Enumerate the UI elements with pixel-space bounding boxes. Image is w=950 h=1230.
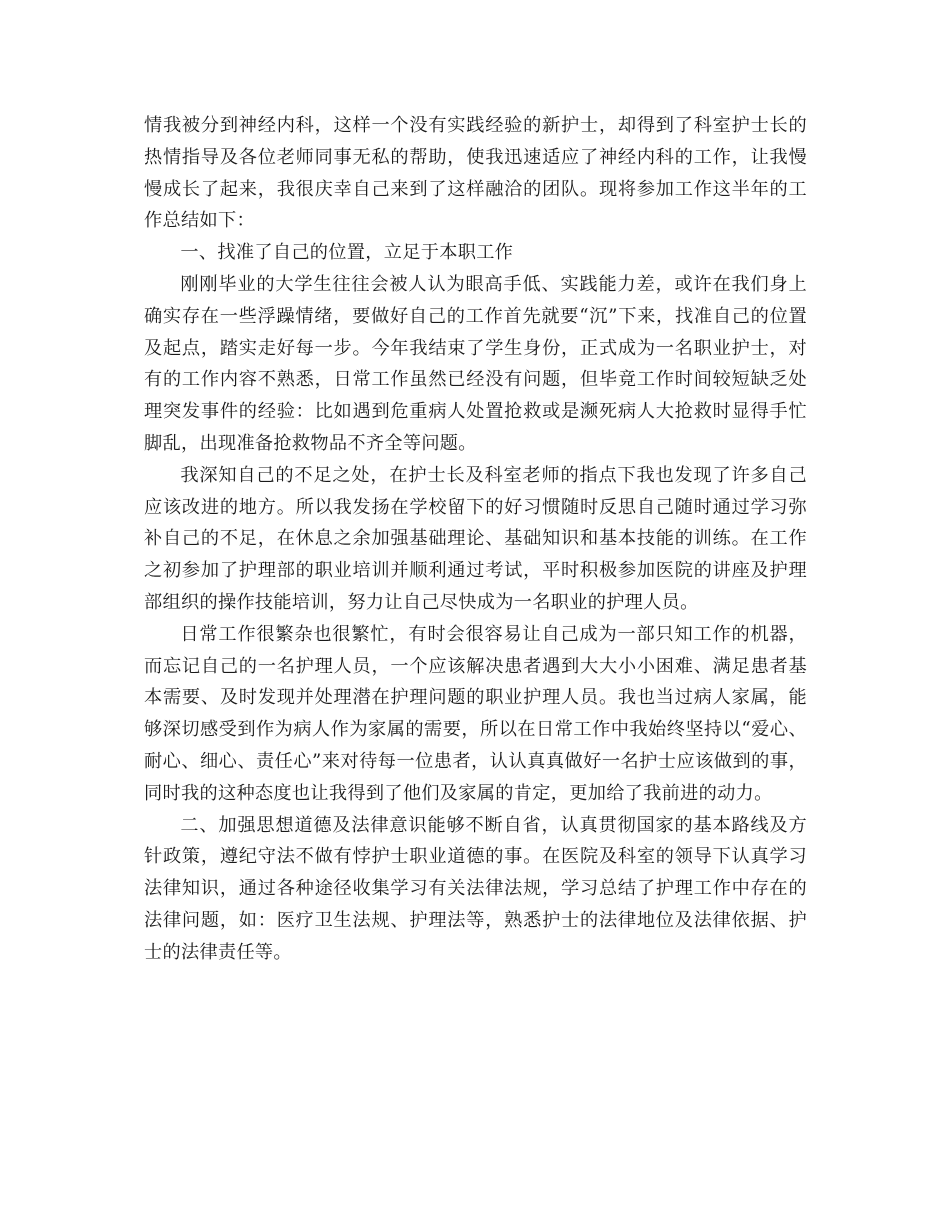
section-heading-2-paragraph: 二、加强思想道德及法律意识能够不断自省，认真贯彻国家的基本路线及方针政策，遵纪守法不做有悖护士职业道德的事。在医院及科室的领导下认真学习法律知识，通过各种途径收集学习有关法律法规，学习总结了护理工作中存在的法律问题，如：医疗卫生法规、护理法等，熟悉护士的法律地位及法律依据、护士的法律责任等。	[144, 814, 807, 963]
document-body	[144, 110, 807, 969]
paragraph-continuation: 情我被分到神经内科，这样一个没有实践经验的新护士，却得到了科室护士长的热情指导及各位老师同事无私的帮助，使我迅速适应了神经内科的工作，让我慢慢成长了起来，我很庆幸自己来到了这样融洽的团队。现将参加工作这半年的工作总结如下：	[144, 115, 807, 232]
paragraph-position: 刚刚毕业的大学生往往会被人认为眼高手低、实践能力差，或许在我们身上确实存在一些浮躁情绪，要做好自己的工作首先就要“沉”下来，找准自己的位置及起点，踏实走好每一步。今年我结束了学生身份，正式成为一名职业护士，对有的工作内容不熟悉，日常工作虽然已经没有问题，但毕竟工作时间较短缺乏处理突发事件的经验：比如遇到危重病人处置抢救或是濒死病人大抢救时显得手忙脚乱，出现准备抢救物品不齐全等问题。	[144, 273, 807, 454]
section-heading-1: 一、找准了自己的位置，立足于本职工作	[180, 242, 514, 264]
paragraph-daily-work: 日常工作很繁杂也很繁忙，有时会很容易让自己成为一部只知工作的机器，而忘记自己的一名护理人员，一个应该解决患者遇到大大小小困难、满足患者基本需要、及时发现并处理潜在护理问题的职业护理人员。我也当过病人家属，能够深切感受到作为病人作为家属的需要，所以在日常工作中我始终坚持以“爱心、耐心、细心、责任心”来对待每一位患者，认认真真做好一名护士应该做到的事，同时我的这种态度也让我得到了他们及家属的肯定，更加给了我前进的动力。	[144, 623, 807, 804]
paragraph-shortcomings: 我深知自己的不足之处，在护士长及科室老师的指点下我也发现了许多自己应该改进的地方。所以我发扬在学校留下的好习惯随时反思自己随时通过学习弥补自己的不足，在休息之余加强基础理论、基础知识和基本技能的训练。在工作之初参加了护理部的职业培训并顺利通过考试，平时积极参加医院的讲座及护理部组织的操作技能培训，努力让自己尽快成为一名职业的护理人员。	[144, 464, 807, 613]
